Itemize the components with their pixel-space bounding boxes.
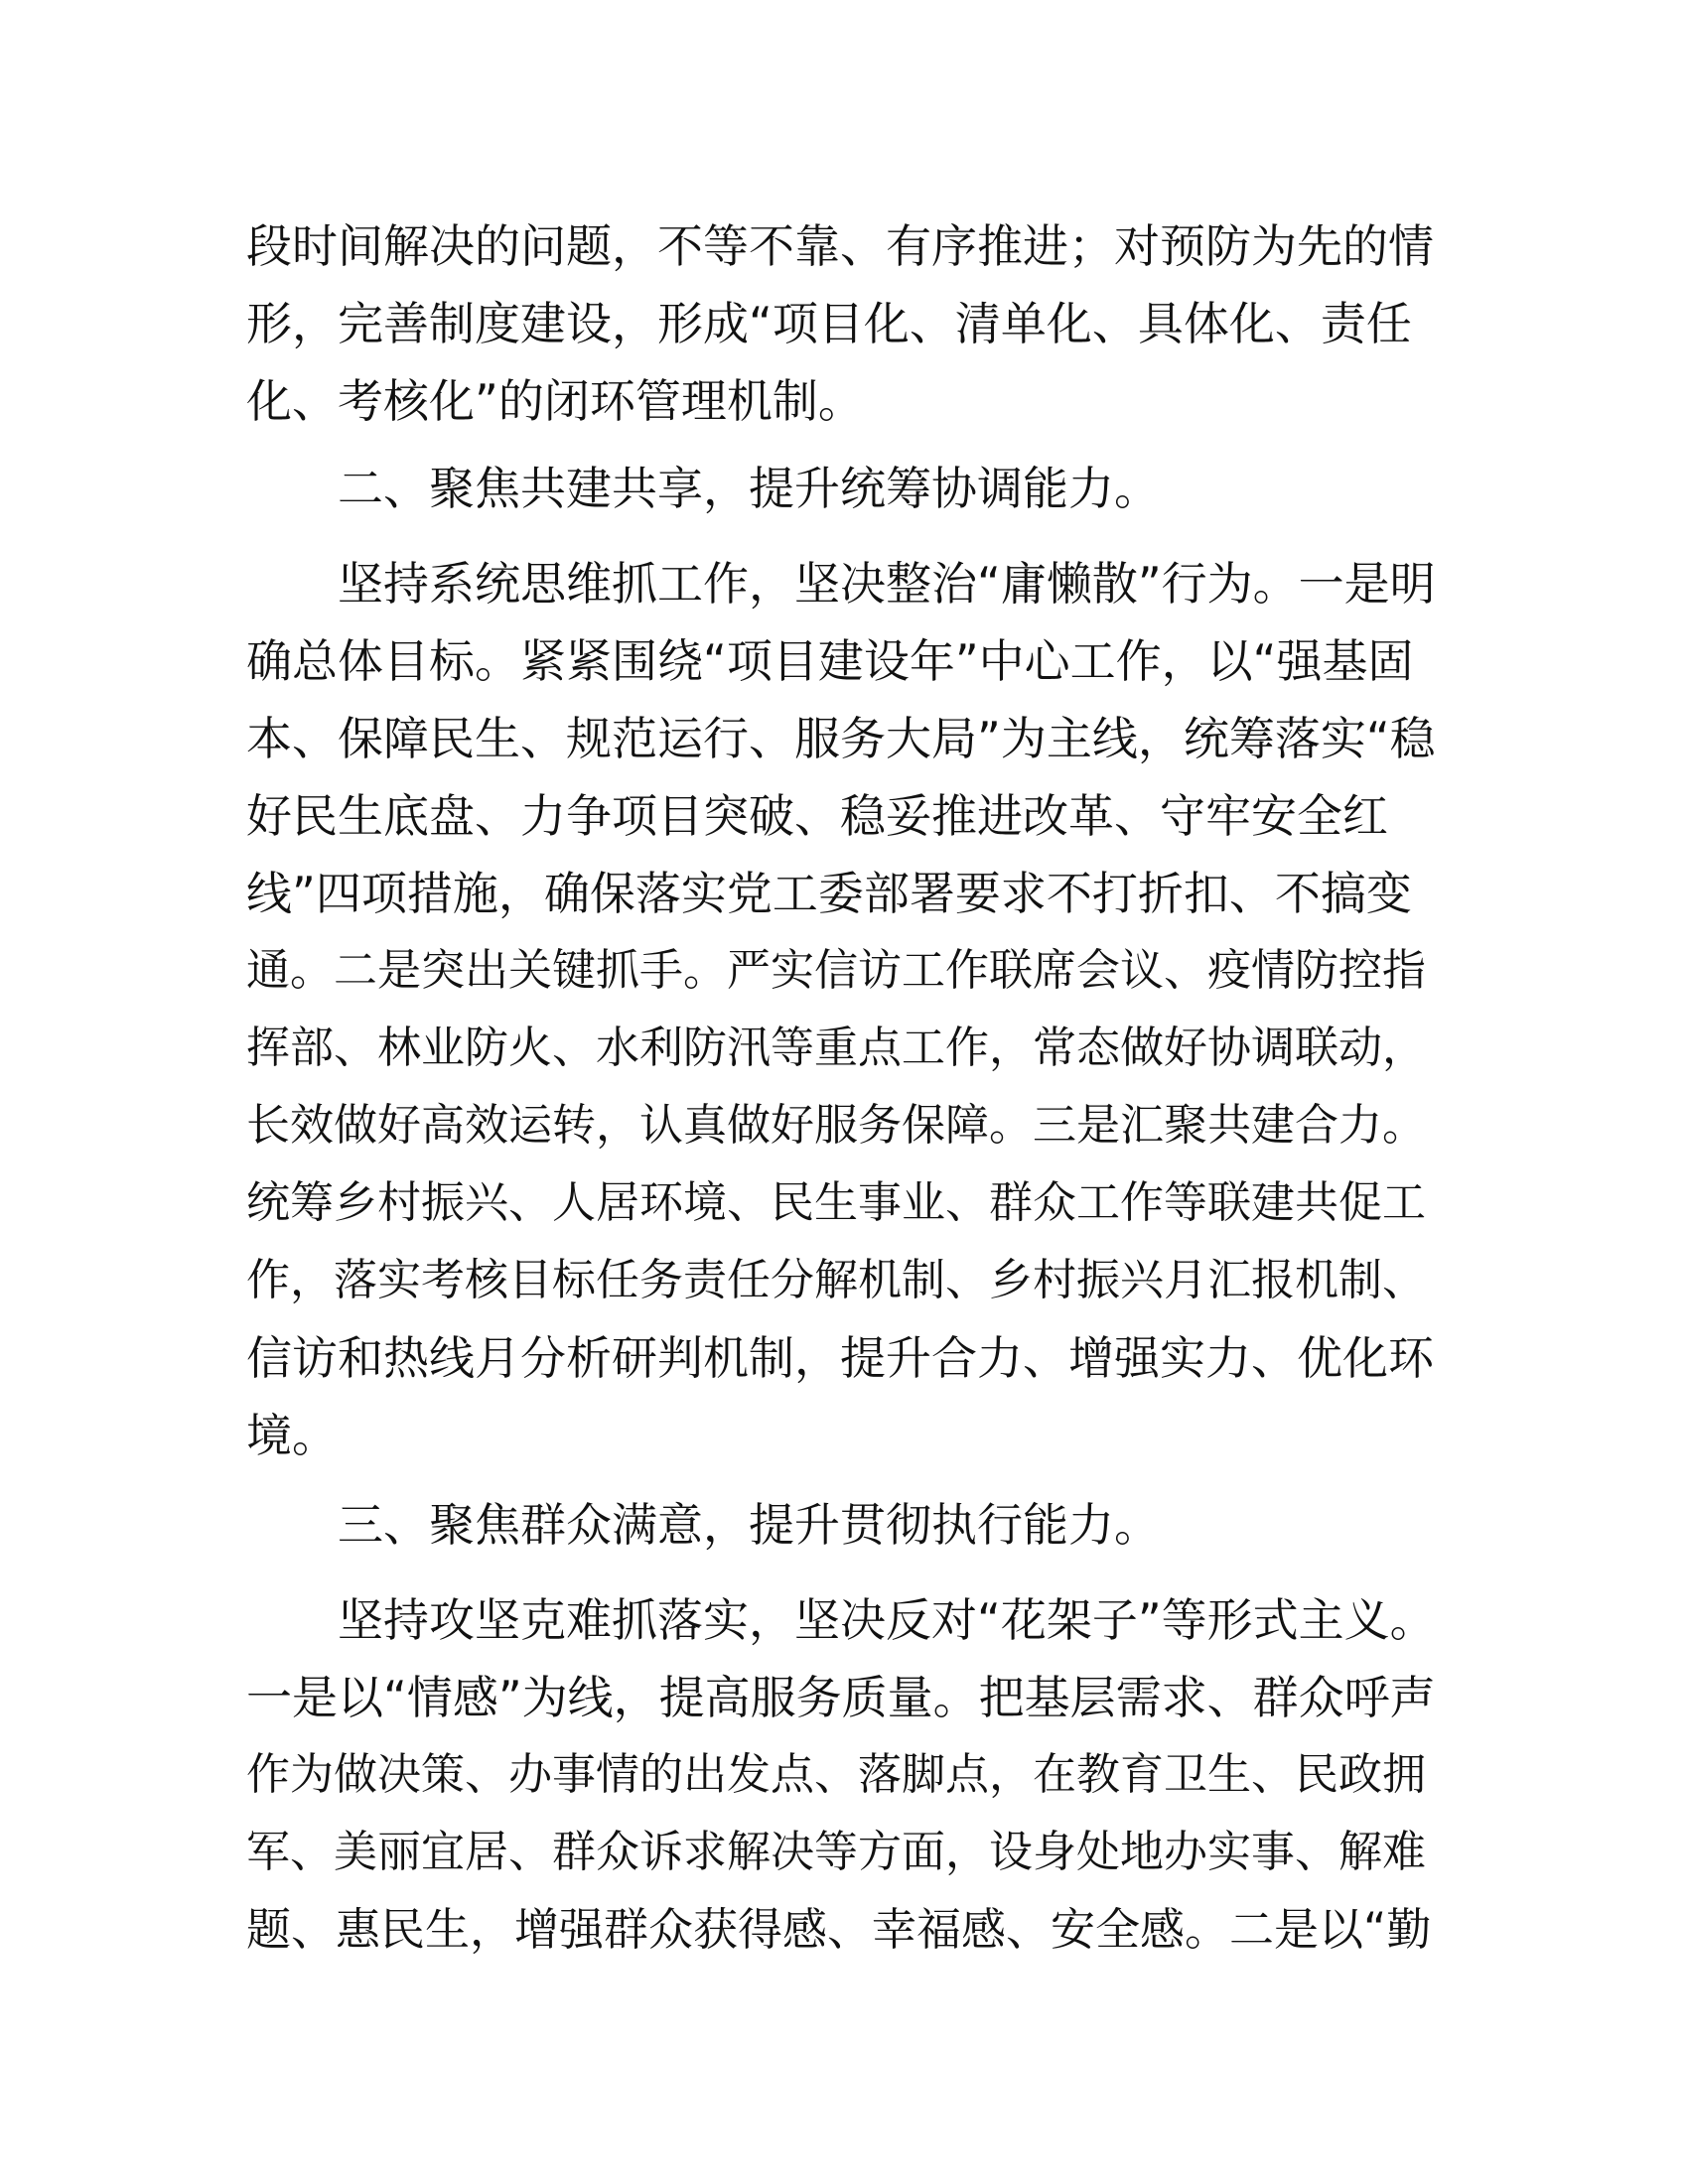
- text-line: 坚持系统思维抓工作，坚决整治“庸懒散”行为。一是明: [338, 557, 1436, 611]
- text-line: 本、保障民生、规范运行、服务大局”为主线，统筹落实“稳: [246, 712, 1436, 765]
- text-line: 线”四项措施，确保落实党工委部署要求不打折扣、不搞变: [246, 867, 1412, 920]
- text-line: 挥部、林业防火、水利防汛等重点工作，常态做好协调联动，: [246, 1023, 1426, 1073]
- text-line: 好民生底盘、力争项目突破、稳妥推进改革、守牢安全红: [246, 789, 1388, 843]
- text-line: 化、考核化”的闭环管理机制。: [246, 374, 864, 428]
- text-line: 确总体目标。紧紧围绕“项目建设年”中心工作，以“强基固: [246, 634, 1414, 688]
- text-line: 题、惠民生，增强群众获得感、幸福感、安全感。二是以“勤: [246, 1903, 1432, 1956]
- text-line: 段时间解决的问题，不等不靠、有序推进；对预防为先的情: [246, 219, 1434, 273]
- text-line: 统筹乡村振兴、人居环境、民生事业、群众工作等联建共促工: [246, 1177, 1426, 1228]
- text-line: 形，完善制度建设，形成“项目化、清单化、具体化、责任: [246, 297, 1412, 350]
- text-line: 通。二是突出关键抓手。严实信访工作联席会议、疫情防控指: [246, 945, 1426, 996]
- text-line: 信访和热线月分析研判机制，提升合力、增强实力、优化环: [246, 1331, 1434, 1385]
- text-line: 作为做决策、办事情的出发点、落脚点，在教育卫生、民政拥: [246, 1749, 1426, 1800]
- text-line: 一是以“情感”为线，提高服务质量。把基层需求、群众呼声: [246, 1671, 1436, 1724]
- text-line: 作，落实考核目标任务责任分解机制、乡村振兴月汇报机制、: [246, 1255, 1426, 1305]
- text-line: 境。: [246, 1409, 338, 1462]
- text-line: 坚持攻坚克难抓落实，坚决反对“花架子”等形式主义。: [338, 1593, 1436, 1647]
- section-heading-3: 三、聚焦群众满意，提升贯彻执行能力。: [338, 1498, 1160, 1552]
- section-heading-2: 二、聚焦共建共享，提升统筹协调能力。: [338, 462, 1160, 515]
- text-line: 军、美丽宜居、群众诉求解决等方面，设身处地办实事、解难: [246, 1827, 1426, 1877]
- text-line: 长效做好高效运转，认真做好服务保障。三是汇聚共建合力。: [246, 1100, 1426, 1151]
